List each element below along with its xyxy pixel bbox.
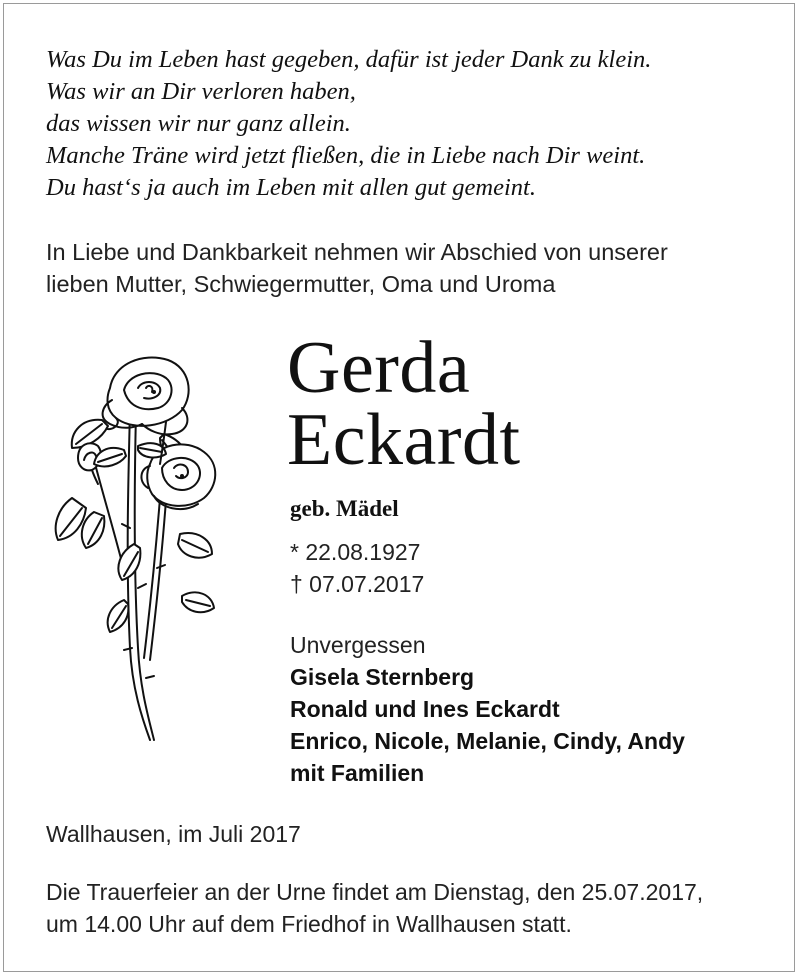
poem-line: das wissen wir nur ganz allein. bbox=[46, 110, 351, 137]
intro-line: lieben Mutter, Schwiegermutter, Oma und Uroma bbox=[46, 271, 556, 297]
life-dates bbox=[290, 536, 424, 600]
last-name: Eckardt bbox=[287, 399, 521, 481]
poem-line: Manche Träne wird jetzt fließen, die in Liebe nach Dir weint. bbox=[46, 142, 646, 169]
rose-illustration bbox=[42, 348, 242, 743]
intro-line: In Liebe und Dankbarkeit nehmen wir Abschied von unserer bbox=[46, 239, 668, 265]
poem-line: Was wir an Dir verloren haben, bbox=[46, 78, 356, 105]
death-date: † 07.07.2017 bbox=[290, 571, 425, 597]
memorial-poem bbox=[46, 44, 776, 204]
maiden-name: geb. Mädel bbox=[290, 496, 399, 521]
birth-date: * 22.08.1927 bbox=[290, 539, 421, 565]
mourner-name: mit Familien bbox=[290, 760, 425, 786]
mourner-name: Enrico, Nicole, Melanie, Cindy, Andy bbox=[290, 728, 685, 754]
mourner-name: Ronald und Ines Eckardt bbox=[290, 696, 560, 722]
deceased-name bbox=[287, 327, 521, 481]
first-name: Gerda bbox=[287, 327, 471, 409]
mourner-name: Gisela Sternberg bbox=[290, 664, 475, 690]
poem-line: Was Du im Leben hast gegeben, dafür ist jeder Dank zu klein. bbox=[46, 46, 652, 73]
mourners-heading: Unvergessen bbox=[290, 632, 426, 658]
poem-line: Du hast‘s ja auch im Leben mit allen gut gemeint. bbox=[46, 174, 536, 201]
funeral-line: Die Trauerfeier an der Urne findet am Dienstag, den 25.07.2017, bbox=[46, 879, 704, 905]
funeral-line: um 14.00 Uhr auf dem Friedhof in Wallhausen statt. bbox=[46, 911, 572, 937]
place-and-date: Wallhausen, im Juli 2017 bbox=[46, 821, 301, 847]
funeral-info bbox=[46, 876, 786, 940]
farewell-intro bbox=[46, 236, 776, 300]
mourners-list bbox=[290, 629, 685, 789]
